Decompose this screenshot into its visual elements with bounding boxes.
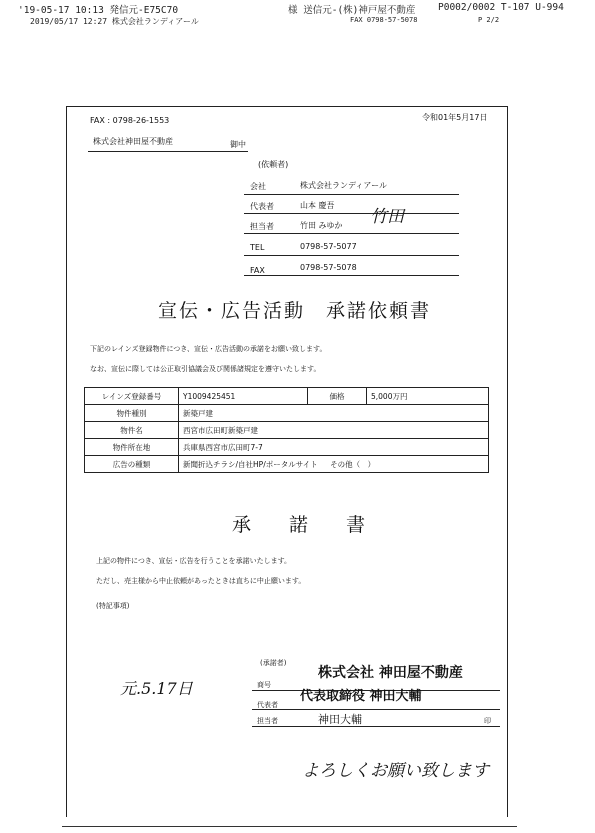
table-row <box>85 405 489 422</box>
handwritten-closing: よろしくお願い致します <box>302 761 489 781</box>
company-stamp: 株式会社 神田屋不動産 <box>318 665 463 681</box>
ad-type-options: 新聞折込チラシ/自社HP/ポータルサイト <box>183 459 318 469</box>
table-value-reins-number: Y1009425451 <box>179 388 308 405</box>
fax-value: 0798-57-5078 <box>300 263 357 272</box>
document-title: 宣伝・広告活動 承諾依頼書 <box>158 300 432 322</box>
company-label: 会社 <box>250 182 266 191</box>
sender-fax-number: FAX : 0798-26-1553 <box>90 116 170 125</box>
addressee-name: 株式会社神田屋不動産 <box>93 137 173 146</box>
consent-text-line1: 上記の物件につき、宣伝・広告を行うことを承諾いたします。 <box>96 557 292 565</box>
consent-text-line2: ただし、売主様から中止依頼があったときは直ちに中止願います。 <box>96 577 306 585</box>
special-notes-label: (特記事項) <box>96 602 130 610</box>
fax-header-line1-right: P0002/0002 T-107 U-994 <box>438 2 564 13</box>
table-label-property-name: 物件名 <box>85 422 179 439</box>
consent-rep-underline <box>252 709 500 710</box>
table-row <box>85 422 489 439</box>
consent-rep-label: 代表者 <box>257 701 278 709</box>
table-value-property-location: 兵庫県西宮市広田町7-7 <box>179 439 489 456</box>
consent-title: 承 諾 書 <box>232 514 366 536</box>
table-row <box>85 456 489 473</box>
fax-label: FAX <box>250 266 265 275</box>
table-value-property-name: 西宮市広田町新築戸建 <box>179 422 489 439</box>
letter-date: 令和01年5月17日 <box>422 113 488 122</box>
fax-header-line1-mid: 様 送信元-(株)神戸屋不動産 <box>288 5 416 16</box>
request-body-line2: なお、宣伝に際しては公正取引協議会及び関係諸規定を遵守いたします。 <box>90 365 321 373</box>
request-body-line1: 下記のレインズ登録物件につき、宣伝・広告活動の承諾をお願い致します。 <box>90 345 327 353</box>
table-value-ad-type <box>179 456 489 473</box>
property-table <box>84 387 489 473</box>
consent-company-label: 商号 <box>257 681 271 689</box>
fax-header-line2-right: P 2/2 <box>478 16 500 24</box>
staff-label: 担当者 <box>250 222 274 231</box>
fax-header-line2-left: 2019/05/17 12:27 株式会社ランディアール <box>30 17 199 26</box>
table-label-price: 価格 <box>308 388 367 405</box>
staff-handwritten-mark: 竹田 <box>370 207 404 227</box>
staff-value: 竹田 みゆか <box>300 221 343 230</box>
table-label-property-location: 物件所在地 <box>85 439 179 456</box>
tel-value: 0798-57-5077 <box>300 242 357 251</box>
table-value-price: 5,000万円 <box>367 388 489 405</box>
tel-label: TEL <box>250 243 265 252</box>
addressee-underline <box>88 151 248 152</box>
representative-label: 代表者 <box>250 202 274 211</box>
table-label-ad-type: 広告の種類 <box>85 456 179 473</box>
consent-staff-underline <box>252 726 500 727</box>
fax-header-line2-mid: FAX 0798-57-5078 <box>350 16 418 24</box>
company-value: 株式会社ランディアール <box>300 181 387 190</box>
addressee-honorific: 御中 <box>230 140 246 149</box>
fax-underline <box>244 275 459 276</box>
company-underline <box>244 194 459 195</box>
staff-underline <box>244 233 459 234</box>
ad-type-other: その他（ ） <box>330 459 376 469</box>
tel-underline <box>244 255 459 256</box>
representative-value: 山本 慶吾 <box>300 201 335 210</box>
handwritten-date: 元.5.17日 <box>120 679 193 698</box>
table-label-reins-number: レインズ登録番号 <box>85 388 179 405</box>
seal-mark: 印 <box>484 717 491 725</box>
representative-stamp: 代表取締役 神田大輔 <box>300 689 422 704</box>
requester-label: (依頼者) <box>258 160 289 169</box>
table-label-property-type: 物件種別 <box>85 405 179 422</box>
consent-staff-label: 担当者 <box>257 717 278 725</box>
table-row <box>85 388 489 405</box>
table-value-property-type: 新築戸建 <box>179 405 489 422</box>
consenter-label: (承諾者) <box>260 659 287 667</box>
table-row <box>85 439 489 456</box>
representative-underline <box>244 213 459 214</box>
bottom-rule <box>62 826 517 827</box>
fax-header-line1-left: '19-05-17 10:13 発信元-E75C70 <box>18 5 179 16</box>
consent-staff-value: 神田大輔 <box>318 713 362 726</box>
